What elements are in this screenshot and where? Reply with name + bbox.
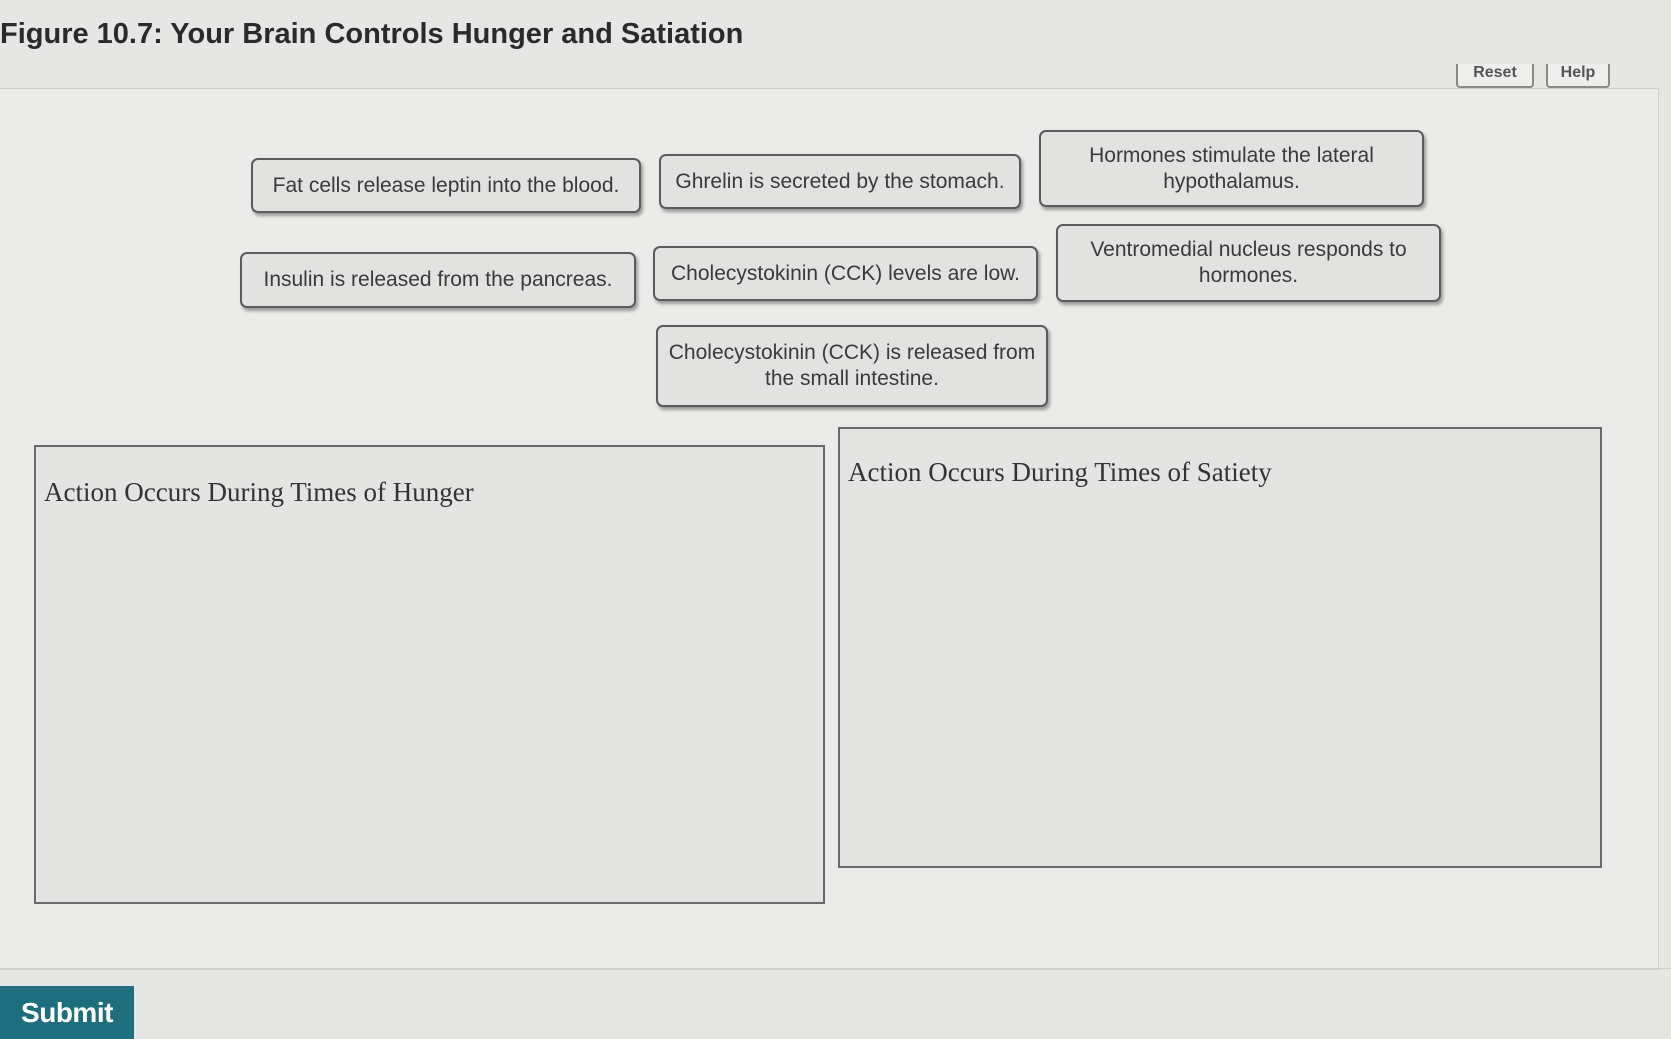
hunger-drop-zone[interactable]	[34, 445, 825, 904]
help-button[interactable]: Help	[1546, 64, 1610, 88]
chip-ghrelin[interactable]: Ghrelin is secreted by the stomach.	[659, 154, 1021, 209]
chip-cck-released[interactable]: Cholecystokinin (CCK) is released from the small intestine.	[656, 325, 1048, 407]
chip-insulin[interactable]: Insulin is released from the pancreas.	[240, 252, 636, 308]
chip-leptin[interactable]: Fat cells release leptin into the blood.	[251, 158, 641, 213]
divider	[0, 968, 1671, 969]
chip-ventromedial-nucleus[interactable]: Ventromedial nucleus responds to hormones.	[1056, 224, 1441, 302]
satiety-zone-label: Action Occurs During Times of Satiety	[848, 457, 1272, 487]
reset-button[interactable]: Reset	[1456, 64, 1534, 88]
satiety-drop-zone[interactable]	[838, 427, 1602, 868]
hunger-zone-label: Action Occurs During Times of Hunger	[44, 477, 474, 507]
page-title: Figure 10.7: Your Brain Controls Hunger and Satiation	[0, 18, 744, 50]
chip-lateral-hypothalamus[interactable]: Hormones stimulate the lateral hypothalamus.	[1039, 130, 1424, 207]
chip-cck-low[interactable]: Cholecystokinin (CCK) levels are low.	[653, 246, 1038, 301]
submit-button[interactable]: Submit	[0, 986, 134, 1039]
